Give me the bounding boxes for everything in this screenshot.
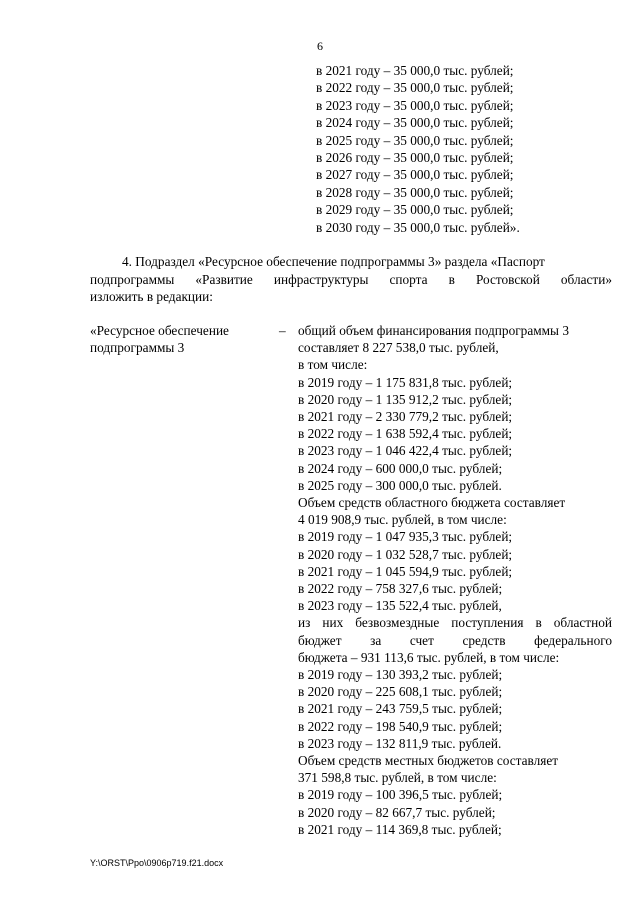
detail-line: в 2022 году – 758 327,6 тыс. рублей; xyxy=(298,581,503,597)
list-item: в 2026 году – 35 000,0 тыс. рублей; xyxy=(316,150,514,166)
detail-line: в 2020 году – 225 608,1 тыс. рублей; xyxy=(298,684,503,700)
file-path-footer: Y:\ORST\Ppo\0906p719.f21.docx xyxy=(90,858,224,868)
detail-line: в 2019 году – 100 396,5 тыс. рублей; xyxy=(298,787,503,803)
detail-line: в 2021 году – 1 045 594,9 тыс. рублей; xyxy=(298,563,513,579)
detail-line: 371 598,8 тыс. рублей, в том числе: xyxy=(298,770,497,786)
detail-line: бюджета – 931 113,6 тыс. рублей, в том числе: xyxy=(298,649,560,665)
detail-line: в 2020 году – 1 032 528,7 тыс. рублей; xyxy=(298,546,513,562)
list-item: в 2023 году – 35 000,0 тыс. рублей; xyxy=(316,97,514,113)
list-item: в 2028 году – 35 000,0 тыс. рублей; xyxy=(316,184,514,200)
resource-label xyxy=(90,322,229,357)
detail-line: в 2022 году – 1 638 592,4 тыс. рублей; xyxy=(298,426,513,442)
detail-line: составляет 8 227 538,0 тыс. рублей, xyxy=(298,340,499,356)
paragraph-line: изложить в редакции: xyxy=(90,289,213,304)
detail-line: в 2019 году – 1 175 831,8 тыс. рублей; xyxy=(298,374,513,390)
detail-line: общий объем финансирования подпрограммы 3 xyxy=(298,323,569,338)
detail-line: в том числе: xyxy=(298,357,368,373)
list-item: в 2029 году – 35 000,0 тыс. рублей; xyxy=(316,202,514,218)
detail-line: в 2025 году – 300 000,0 тыс. рублей. xyxy=(298,477,502,493)
list-item: в 2027 году – 35 000,0 тыс. рублей; xyxy=(316,167,514,183)
list-item: в 2025 году – 35 000,0 тыс. рублей; xyxy=(316,132,514,148)
detail-line: в 2023 году – 132 811,9 тыс. рублей. xyxy=(298,735,502,751)
detail-line: в 2022 году – 198 540,9 тыс. рублей; xyxy=(298,718,503,734)
detail-line: Объем средств областного бюджета составляет xyxy=(298,495,566,511)
funding-year-list xyxy=(316,62,520,236)
detail-line: в 2021 году – 2 330 779,2 тыс. рублей; xyxy=(298,409,513,425)
page-number: 6 xyxy=(317,39,323,53)
detail-line: в 2024 году – 600 000,0 тыс. рублей; xyxy=(298,460,503,476)
amendment-paragraph xyxy=(90,253,612,306)
list-item: в 2021 году – 35 000,0 тыс. рублей; xyxy=(316,63,514,78)
list-item: в 2024 году – 35 000,0 тыс. рублей; xyxy=(316,115,514,131)
detail-line: 4 019 908,9 тыс. рублей, в том числе: xyxy=(298,512,507,528)
detail-line: в 2019 году – 130 393,2 тыс. рублей; xyxy=(298,667,503,683)
detail-line: в 2021 году – 243 759,5 тыс. рублей; xyxy=(298,701,503,717)
detail-line: бюджет за счет средств федерального xyxy=(298,632,612,648)
paragraph-line: 4. Подраздел «Ресурсное обеспечение подпрограммы 3» раздела «Паспорт xyxy=(122,254,545,269)
detail-line: Объем средств местных бюджетов составляет xyxy=(298,753,559,769)
detail-line: в 2020 году – 1 135 912,2 тыс. рублей; xyxy=(298,391,513,407)
detail-line: в 2020 году – 82 667,7 тыс. рублей; xyxy=(298,804,496,820)
detail-line: в 2021 году – 114 369,8 тыс. рублей; xyxy=(298,821,502,837)
separator-dash: – xyxy=(279,323,286,338)
detail-line: в 2023 году – 135 522,4 тыс. рублей, xyxy=(298,598,502,614)
list-item: в 2022 году – 35 000,0 тыс. рублей; xyxy=(316,80,514,96)
resource-details xyxy=(298,322,612,838)
detail-line: в 2019 году – 1 047 935,3 тыс. рублей; xyxy=(298,529,513,545)
paragraph-line: подпрограммы «Развитие инфраструктуры спорта в Ростовской области» xyxy=(90,271,612,287)
detail-line: из них безвозмездные поступления в областной xyxy=(298,615,612,631)
label-line: подпрограммы 3 xyxy=(90,340,185,356)
list-item: в 2030 году – 35 000,0 тыс. рублей». xyxy=(316,219,520,235)
detail-line: в 2023 году – 1 046 422,4 тыс. рублей; xyxy=(298,443,513,459)
label-line: «Ресурсное обеспечение xyxy=(90,323,229,338)
